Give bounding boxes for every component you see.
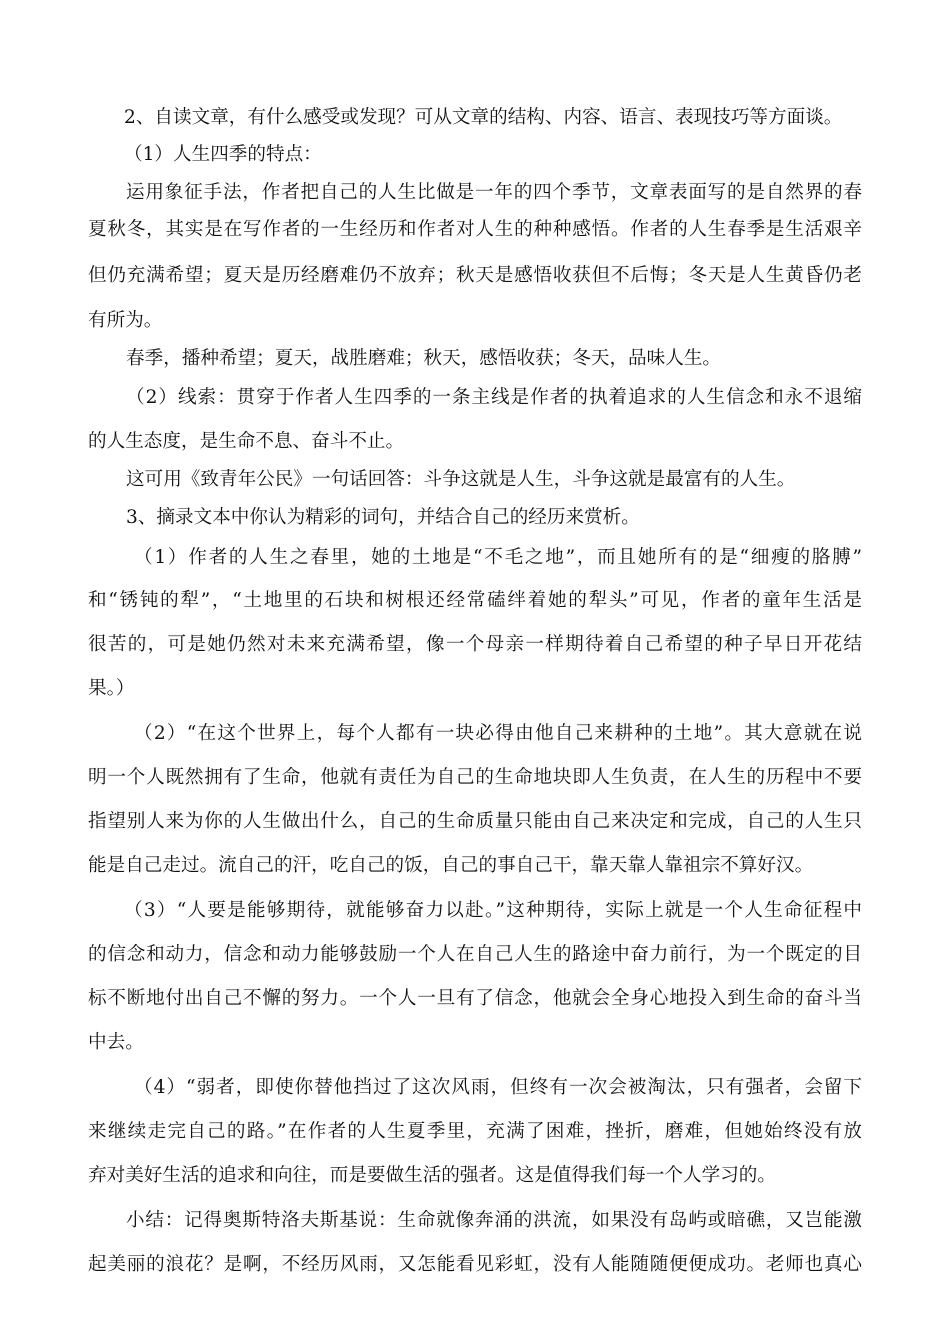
paragraph-line: 春季，播种希望；夏天，战胜磨难；秋天，感悟收获；冬天，品味人生。: [126, 348, 722, 369]
paragraph-line: 有所为。: [88, 310, 163, 331]
paragraph-line: 的人生态度，是生命不息、奋斗不止。: [88, 431, 405, 452]
paragraph-line: （2）线索：贯穿于作者人生四季的一条主线是作者的执着追求的人生信念和永不退缩: [126, 387, 862, 408]
paragraph-line: （2）“在这个世界上，每个人都有一块必得由他自己来耕种的土地”。其大意就在说: [134, 723, 862, 744]
paragraph-line: 3、摘录文本中你认为精彩的词句，并结合自己的经历来赏析。: [126, 507, 640, 528]
paragraph-line: 果。）: [88, 678, 135, 699]
paragraph-line: （1）作者的人生之春里，她的土地是“不毛之地”，而且她所有的是“细瘦的胳膊”: [134, 547, 862, 568]
paragraph-line: 很苦的，可是她仍然对未来充满希望，像一个母亲一样期待着自己希望的种子早日开花结: [88, 634, 862, 655]
paragraph-line: 小结：记得奥斯特洛夫斯基说：生命就像奔涌的洪流，如果没有岛屿或暗礁，又岂能激: [126, 1210, 862, 1231]
paragraph-line: 和“锈钝的犁”，“土地里的石块和树根还经常磕绊着她的犁头”可见，作者的童年生活是: [88, 590, 862, 611]
paragraph-line: 起美丽的浪花？是啊，不经历风雨，又怎能看见彩虹，没有人能随随便便成功。老师也真心: [88, 1254, 862, 1275]
paragraph-line: 明一个人既然拥有了生命，他就有责任为自己的生命地块即人生负责，在人生的历程中不要: [88, 767, 862, 788]
paragraph-line: 夏秋冬，其实是在写作者的一生经历和作者对人生的种种感悟。作者的人生春季是生活艰辛: [88, 219, 862, 240]
paragraph-line: 这可用《致青年公民》一句话回答：斗争这就是人生，斗争这就是最富有的人生。: [126, 469, 796, 490]
paragraph-line: 2、自读文章，有什么感受或发现？可从文章的结构、内容、语言、表现技巧等方面谈。: [124, 107, 843, 128]
paragraph-line: （1）人生四季的特点：: [124, 144, 322, 165]
paragraph-line: （3）“人要是能够期待，就能够奋力以赴。”这种期待，实际上就是一个人生命征程中: [124, 900, 862, 921]
paragraph-line: 中去。: [88, 1032, 144, 1053]
paragraph-line: 标不断地付出自己不懈的努力。一个人一旦有了信念，他就会全身心地投入到生命的奋斗当: [88, 988, 862, 1009]
paragraph-line: 弃对美好生活的追求和向往，而是要做生活的强者。这是值得我们每一个人学习的。: [88, 1165, 776, 1186]
paragraph-line: 但仍充满希望；夏天是历经磨难仍不放弃；秋天是感悟收获但不后悔；冬天是人生黄昏仍老: [88, 265, 862, 286]
paragraph-line: 的信念和动力，信念和动力能够鼓励一个人在自己人生的路途中奋力前行，为一个既定的目: [88, 944, 862, 965]
paragraph-line: （4）“弱者，即使你替他挡过了这次风雨，但终有一次会被淘汰，只有强者，会留下: [134, 1077, 862, 1098]
paragraph-line: 来继续走完自己的路。”在作者的人生夏季里，充满了困难，挫折，磨难，但她始终没有放: [88, 1121, 862, 1142]
paragraph-line: 指望别人来为你的人生做出什么，自己的生命质量只能由自己来决定和完成，自己的人生只: [88, 811, 862, 832]
paragraph-line: 运用象征手法，作者把自己的人生比做是一年的四个季节，文章表面写的是自然界的春: [126, 182, 862, 203]
paragraph-line: 能是自己走过。流自己的汗，吃自己的饭，自己的事自己干，靠天靠人靠祖宗不算好汉。: [88, 855, 814, 876]
